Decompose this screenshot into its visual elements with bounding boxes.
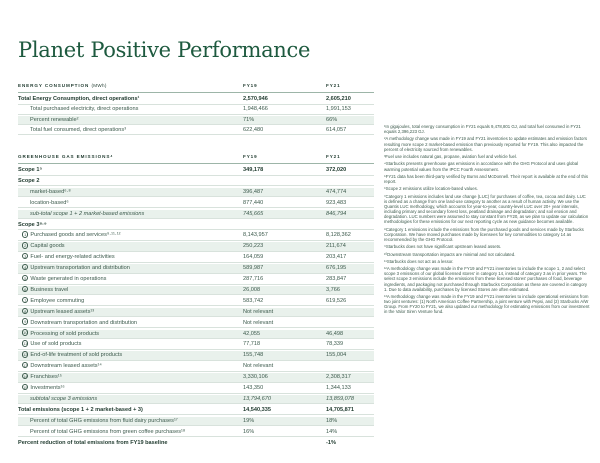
row-label-text: location-based⁶ (30, 199, 69, 206)
row-label (30, 417, 178, 427)
table-row (18, 395, 374, 405)
value-fy19: 349,178 (243, 167, 264, 173)
footnote: ⁵FY21 data has been third-party verified by Burns and McDonnell. Their report is available at the end of this report. (384, 173, 589, 184)
footnote: ¹²A methodology change was made in the FY19 and FY21 inventories to include the scope 1, 2 and select scope 3 emissions of our global licensed stores' in category 14, instead of category 3 as in prior years. The select scope 3 emissions include the emissions from these licensed stores' purchases of food, beverage ingredients, and packaging not purchased through Starbucks Corporation as these are covered in category 1. Due to data availability, purchases by licensed Stores are often estimated. (384, 266, 588, 292)
table-row (18, 439, 374, 449)
row-label (18, 221, 47, 231)
value-fy21: 155,004 (326, 352, 347, 359)
row-label-text: sub-total scope 1 + 2 market-based emissions (30, 210, 145, 217)
row-label (22, 373, 62, 383)
value-fy19: 1,948,466 (243, 106, 268, 113)
row-label-text: End-of-life treatment of sold products (30, 352, 123, 359)
row-label (22, 384, 65, 394)
row-label (22, 362, 102, 372)
row-label (30, 395, 97, 405)
table-row (18, 384, 374, 394)
table-row (18, 105, 374, 115)
row-label-text: Waste generated in operations (30, 276, 107, 282)
value-fy21: 3,766 (326, 286, 340, 293)
table-row (18, 116, 374, 126)
table-row (18, 275, 374, 285)
value-fy19: 14,540,335 (243, 406, 271, 413)
table-row (18, 210, 374, 220)
value-fy21: 46,498 (326, 330, 344, 337)
row-label: Total Energy Consumption, direct operations¹ (18, 96, 140, 102)
value-fy19: 8,143,957 (243, 232, 268, 239)
value-fy19: 164,059 (243, 254, 264, 261)
row-label (18, 439, 168, 449)
category-number-badge: 6 (22, 286, 28, 292)
row-label-text: Downstream leased assets¹⁴ (30, 363, 102, 370)
value-fy21: 1,991,153 (326, 106, 351, 113)
table-row (18, 264, 374, 274)
value-fy19: 2,570,946 (243, 96, 268, 102)
value-fy19: 26,008 (243, 286, 261, 293)
value-fy19: 71% (243, 116, 255, 123)
value-fy21: -1% (326, 439, 336, 446)
row-label-text: subtotal scope 3 emissions (30, 395, 98, 402)
table-row (18, 319, 374, 329)
row-label-text: Business travel (30, 286, 69, 293)
row-label (22, 253, 115, 263)
footnotes (384, 124, 590, 317)
value-fy19: 16% (243, 428, 255, 435)
table-row (18, 428, 374, 438)
row-label (22, 319, 137, 329)
table-row (18, 166, 374, 176)
footnote: ¹¹Starbucks does not act as a lessor. (384, 258, 454, 264)
row-label (30, 188, 71, 198)
table-row (18, 406, 374, 416)
row-label-text: Scope 3⁸·⁹ (18, 221, 47, 228)
row-label (30, 210, 144, 220)
value-fy21: 676,195 (326, 265, 347, 272)
row-label-text: Percent reduction of total emissions from FY19 baseline (18, 439, 168, 446)
energy-header-unit: (MWh) (91, 83, 107, 88)
value-fy19: Not relevant (243, 319, 274, 326)
row-label (22, 340, 81, 350)
value-fy19: 3,330,106 (243, 374, 268, 381)
category-number-badge: 2 (22, 242, 28, 248)
row-label (22, 351, 122, 361)
row-label-text: Employee commuting (30, 297, 85, 304)
value-fy19: 287,716 (243, 276, 264, 282)
value-fy19: Not relevant (243, 363, 274, 370)
row-label (22, 308, 94, 318)
value-fy21: 203,417 (326, 254, 347, 261)
category-number-badge: 11 (23, 341, 28, 347)
footnote: ⁶Scope 2 emissions utilize location-based values. (384, 186, 478, 192)
value-fy19: 583,742 (243, 297, 264, 304)
footnote: ¹³A methodology change was made in the FY19 and FY21 inventories to include operational emissions from two joint ventures: (1) North American Coffee Partnership, a joint venture with Pepsi, and (2) Starbucks A/W Group. From FY20 to FY21, we also updated our methodology for estimating emissions from our investment in the Valor Siren Venture fund. (384, 294, 590, 315)
value-fy19: Not relevant (243, 308, 274, 315)
category-number-badge: 9 (22, 318, 28, 324)
table-row (18, 231, 374, 241)
category-number-badge: 4 (22, 264, 28, 270)
value-fy21: 283,847 (326, 276, 347, 282)
category-number-badge: 1 (22, 231, 28, 237)
footnote: ¹⁰Downstream transportation impacts are minimal and not calculated. (384, 251, 516, 257)
value-fy21: 14,705,871 (326, 406, 354, 413)
row-label-text: Processing of sold products (30, 330, 100, 337)
energy-header-label: ENERGY CONSUMPTION (18, 83, 90, 88)
footnote: ²A methodology change was made in FY19 and FY21 inventories to update estimates and emission factors resulting more scope 2 market-based emission than previously reported for FY19. This also impacted the percent of electricity sourced from renewables. (384, 136, 588, 152)
row-label-text: Scope 1⁵ (18, 167, 43, 173)
table-row (18, 308, 374, 318)
row-label: Percent renewable² (30, 116, 79, 123)
row-label (30, 199, 69, 209)
value-fy19: 396,487 (243, 188, 264, 195)
row-label (18, 166, 42, 176)
energy-col-fy19: FY19 (243, 83, 258, 88)
table-row (18, 95, 374, 105)
table-row (18, 297, 374, 307)
value-fy19: 19% (243, 417, 255, 424)
category-number-badge: 10 (23, 330, 28, 336)
category-number-badge: 8 (22, 308, 28, 314)
row-label (22, 275, 106, 285)
value-fy21: 13,859,078 (326, 395, 354, 402)
table-row (18, 417, 374, 427)
value-fy19: 877,440 (243, 199, 264, 206)
value-fy19: 622,480 (243, 126, 264, 133)
category-number-badge: 7 (22, 297, 28, 303)
value-fy21: 2,605,210 (326, 96, 351, 102)
ghg-header-rule (18, 163, 374, 164)
row-label (22, 231, 120, 241)
table-row (18, 221, 374, 231)
value-fy21: 8,128,362 (326, 232, 351, 239)
category-number-badge: 13 (23, 363, 28, 368)
row-label (22, 264, 130, 274)
row-label-text: Scope 2 (18, 177, 40, 184)
category-number-badge: 15 (23, 384, 28, 390)
value-fy21: 846,794 (326, 210, 347, 217)
ghg-col-fy21: FY21 (326, 154, 341, 159)
value-fy21: 78,339 (326, 341, 344, 348)
value-fy21: 66% (326, 116, 338, 123)
table-row (18, 351, 374, 361)
ghg-header: GREENHOUSE GAS EMISSIONS⁴ (18, 154, 114, 159)
value-fy21: 2,308,317 (326, 374, 351, 381)
category-number-badge: 3 (22, 253, 28, 259)
value-fy21: 18% (326, 417, 338, 424)
value-fy21: 474,774 (326, 188, 347, 195)
row-label-text: Capital goods (30, 243, 65, 250)
table-row (18, 373, 374, 383)
value-fy21: 619,526 (326, 297, 347, 304)
value-fy19: 250,223 (243, 243, 264, 250)
table-row (18, 330, 374, 340)
footnote: ⁹Starbucks does not have significant upstream leased assets. (384, 244, 502, 250)
table-row (18, 188, 374, 198)
footnote: ⁴Starbucks presents greenhouse gas emissions in accordance with the GHG Protocol and uses global warming potential values from the IPCC Fourth Assessment. (384, 161, 579, 172)
row-label-text: Downstream transportation and distribution (30, 319, 138, 326)
row-label (22, 286, 68, 296)
row-label (22, 242, 65, 252)
row-label-text: Total emissions (scope 1 + 2 market-based + 3) (18, 406, 143, 413)
table-row (18, 362, 374, 372)
row-label (30, 428, 185, 438)
row-label (22, 297, 84, 307)
energy-header (18, 83, 107, 88)
value-fy21: 1,344,133 (326, 385, 351, 391)
table-row (18, 286, 374, 296)
row-label-text: Franchises¹⁵ (30, 374, 62, 381)
category-number-badge: 5 (22, 275, 28, 281)
footnote: ³Fuel use includes natural gas, propane, aviation fuel and vehicle fuel. (384, 154, 518, 160)
value-fy21: 923,483 (326, 199, 347, 206)
value-fy19: 13,794,670 (243, 395, 271, 402)
row-label-text: Fuel- and energy-related activities (30, 254, 115, 261)
category-number-badge: 12 (23, 352, 28, 358)
row-label (22, 330, 99, 340)
table-row (18, 199, 374, 209)
value-fy19: 589,987 (243, 265, 264, 272)
energy-header-rule (18, 92, 374, 93)
table-row (18, 242, 374, 252)
value-fy19: 42,055 (243, 330, 261, 337)
value-fy21: 14% (326, 428, 338, 435)
table-row (18, 177, 374, 187)
value-fy19: 143,350 (243, 385, 264, 391)
value-fy19: 745,665 (243, 210, 264, 217)
row-label (18, 177, 39, 187)
row-label-text: Use of sold products (30, 341, 82, 348)
footnote: ¹In gigajoules, total energy consumption in FY21 equals 9,478,801 GJ, and total fuel consumed in FY21 equals 2,396,223 GJ. (384, 124, 581, 135)
table-row (18, 126, 374, 136)
row-label: Total purchased electricity, direct operations (30, 106, 139, 113)
row-label (18, 406, 143, 416)
value-fy21: 211,674 (326, 243, 346, 250)
row-label-text: market-based⁶·⁸ (30, 188, 71, 195)
footnote: ⁸Category 1 emissions include the emissions from the purchased goods and services made by Starbucks Corporation. We have moved purchases made by licensees for key commodities to category 14 as recommended by the GHG Protocol. (384, 226, 584, 242)
row-label-text: Percent of total GHG emissions from green coffee purchases¹⁸ (30, 428, 186, 435)
row-label-text: Upstream leased assets¹³ (30, 308, 95, 315)
value-fy21: 614,057 (326, 126, 347, 133)
footnote: ⁷Category 1 emissions includes land use change (LUC) for purchases of coffee, tea, cocoa and dairy. LUC is defined as a change from one land-use category to another as a result of human activity. We use the Quantis LUC methodology, which accounts for year-to-year, country-level LUC over 20+ year intervals, including primary and secondary forest loss, peatland drainage and degradation; and soil erosion and degradation. LUC numbers were assumed to stay constant from FY20, as we plan to update our calculation methodologies for these emissions for our next reporting cycle as new guidance becomes available. (384, 193, 589, 225)
value-fy19: 77,718 (243, 341, 261, 348)
value-fy19: 155,748 (243, 352, 264, 359)
table-row (18, 340, 374, 350)
row-label-text: Upstream transportation and distribution (30, 265, 130, 272)
row-label-text: Purchased goods and services⁹·¹¹·¹² (30, 232, 121, 239)
value-fy21: 372,020 (326, 167, 347, 173)
ghg-col-fy19: FY19 (243, 154, 258, 159)
row-label-text: Investments¹⁶ (30, 385, 65, 391)
table-row (18, 253, 374, 263)
page-title: Planet Positive Performance (18, 38, 311, 62)
category-number-badge: 14 (23, 373, 28, 379)
energy-col-fy21: FY21 (326, 83, 341, 88)
row-label: Total fuel consumed, direct operations³ (30, 126, 127, 133)
row-label-text: Percent of total GHG emissions from fluid dairy purchases¹⁷ (30, 417, 178, 424)
